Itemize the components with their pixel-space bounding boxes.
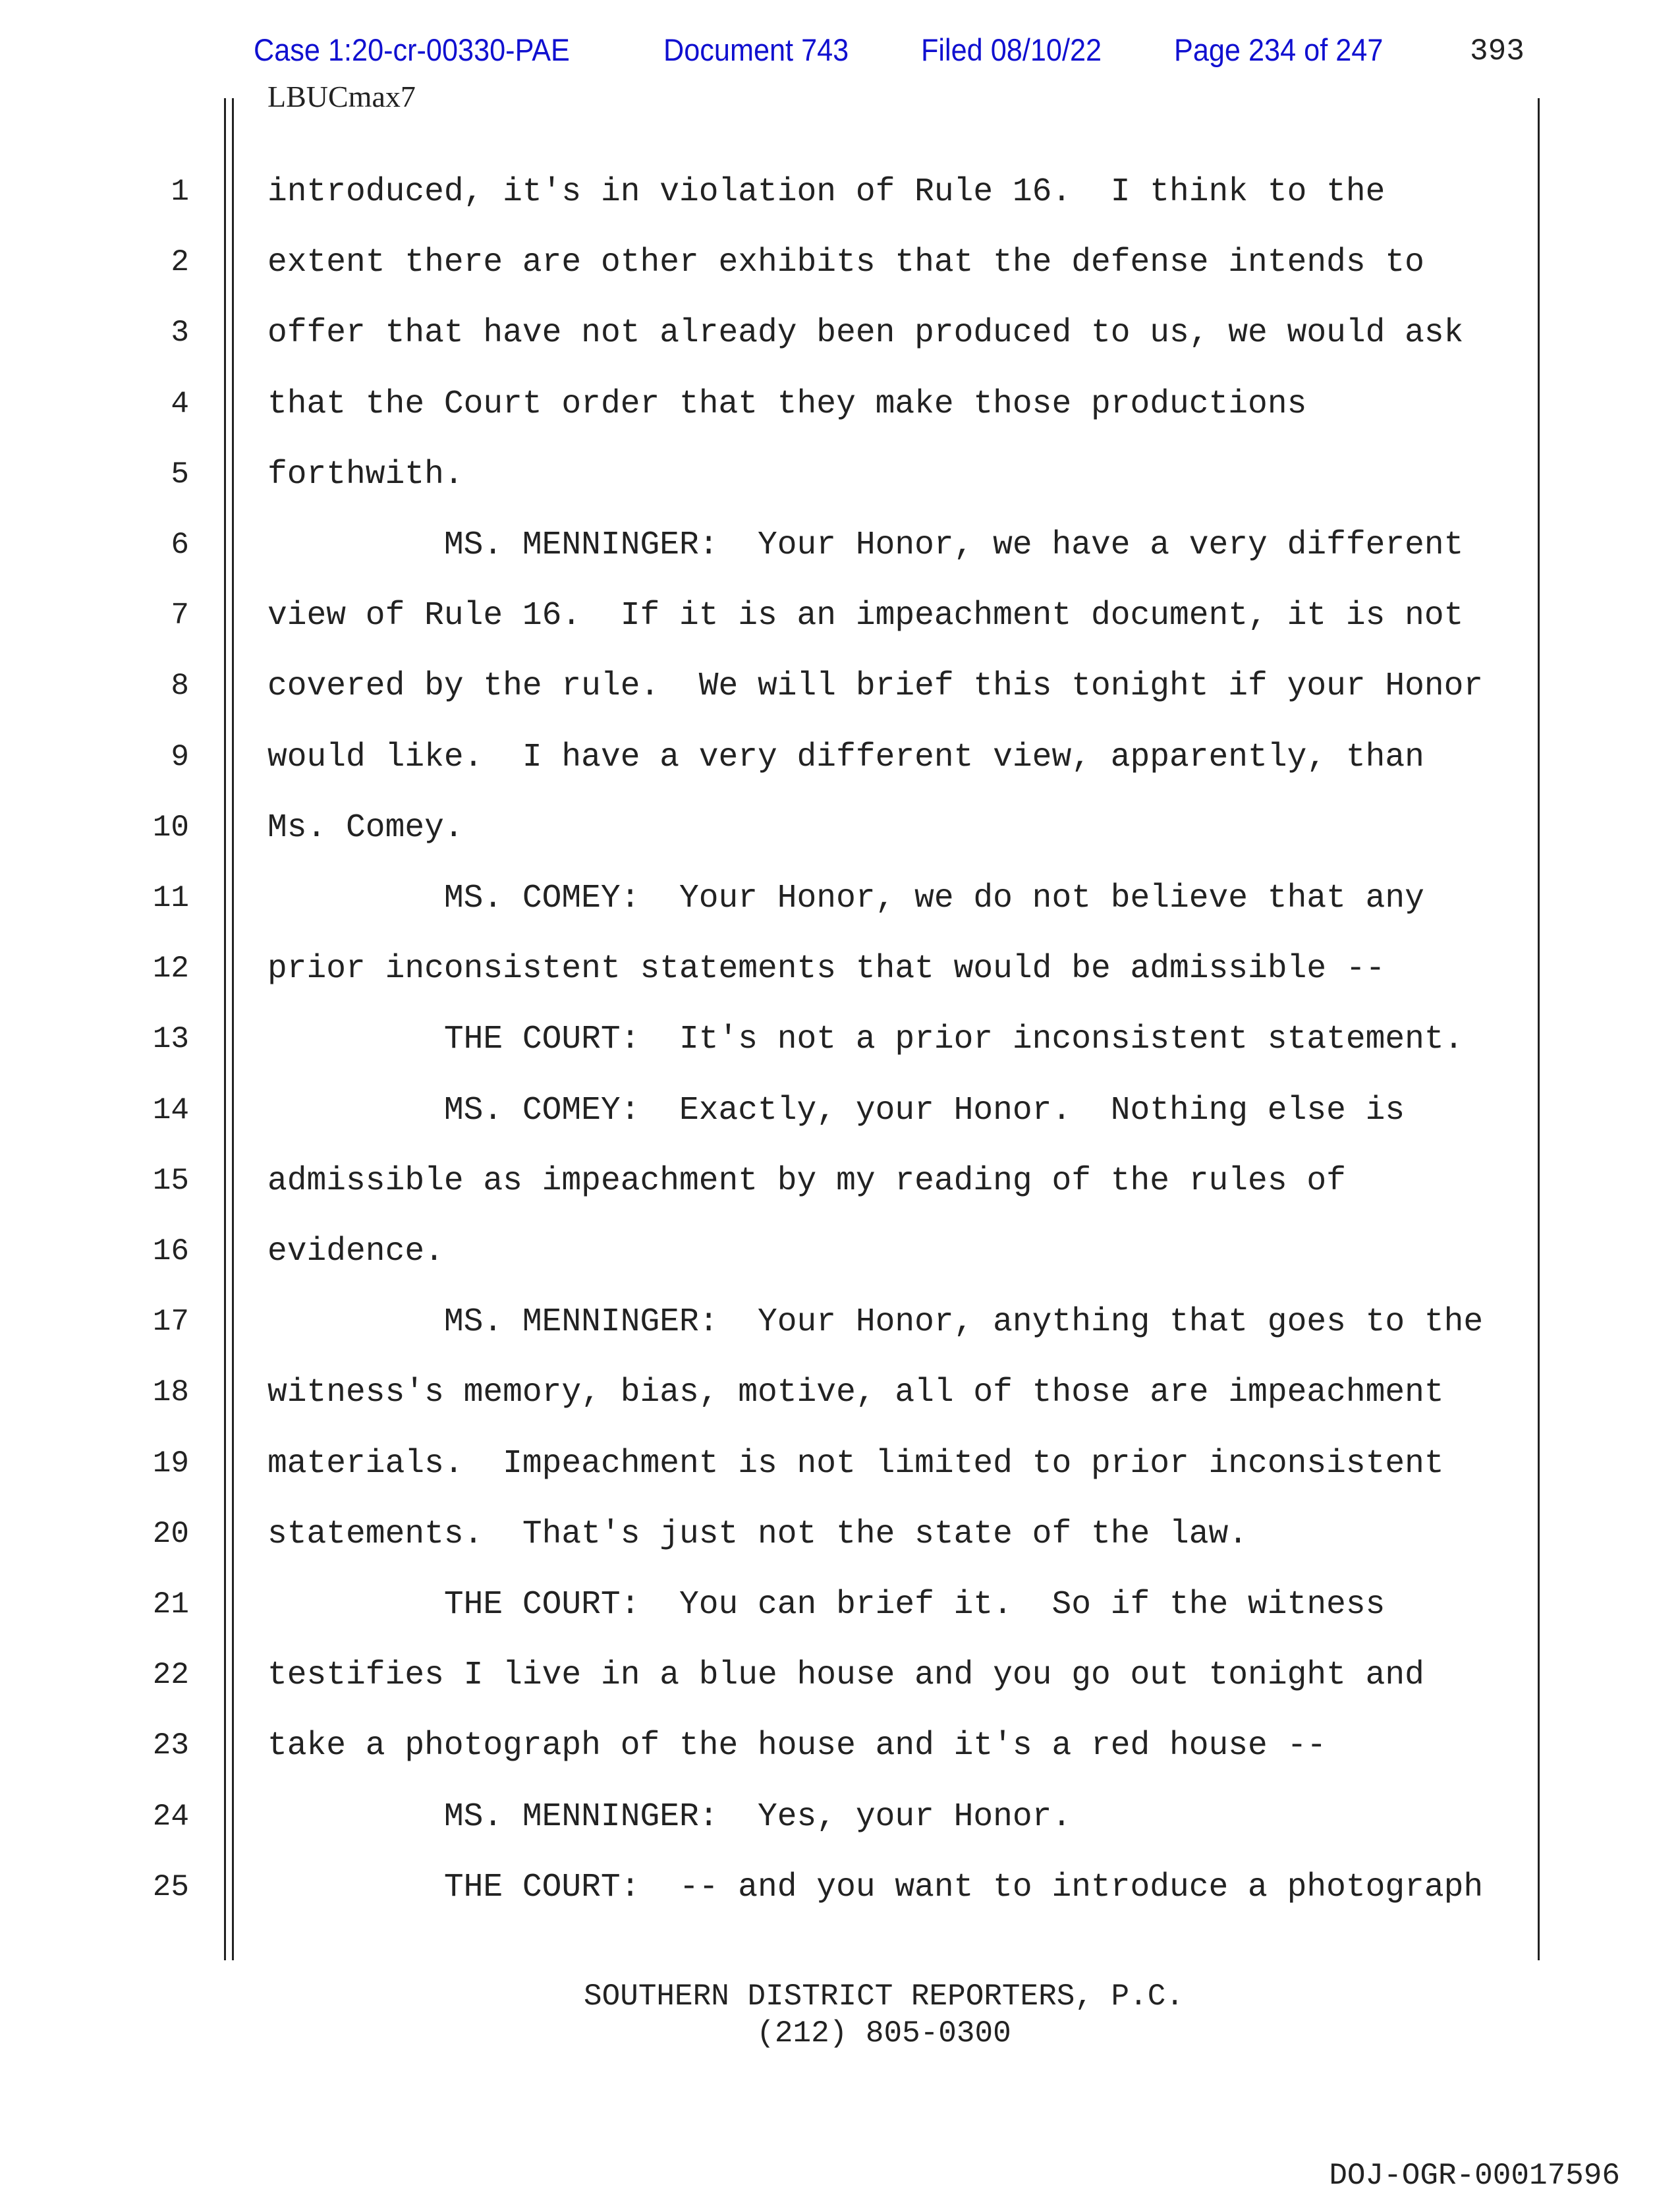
line-number: 25 (152, 1869, 189, 1904)
line-text: MS. COMEY: Your Honor, we do not believe that any (443, 880, 1424, 917)
line-text: MS. COMEY: Exactly, your Honor. Nothing else is (443, 1091, 1405, 1129)
line-number: 4 (171, 386, 189, 421)
line-text: statements. That's just not the state of the law. (267, 1515, 1248, 1552)
line-number: 8 (171, 669, 189, 704)
transcript-line (0, 157, 1680, 227)
transcript-line (0, 1640, 1680, 1711)
transcript-line (0, 793, 1680, 863)
bates-number: DOJ-OGR-00017596 (1329, 2159, 1620, 2193)
line-number: 15 (152, 1163, 189, 1198)
filed-date: Filed 08/10/22 (921, 32, 1102, 67)
line-text: covered by the rule. We will brief this tonight if your Honor (267, 667, 1484, 705)
line-number: 18 (152, 1375, 189, 1410)
line-number: 16 (152, 1234, 189, 1268)
transcript-line (0, 298, 1680, 368)
line-number: 10 (152, 810, 189, 845)
line-number: 9 (171, 739, 189, 774)
reporter-phone: (212) 805-0300 (756, 2016, 1011, 2051)
line-text: take a photograph of the house and it's a red house -- (267, 1727, 1327, 1765)
line-text: MS. MENNINGER: Yes, your Honor. (443, 1798, 1072, 1835)
transcript-line (0, 1429, 1680, 1499)
line-text: testifies I live in a blue house and you go out tonight and (267, 1657, 1424, 1694)
transcript-line (0, 440, 1680, 510)
line-number: 20 (152, 1516, 189, 1551)
transcript-line (0, 1216, 1680, 1287)
transcript-line (0, 1711, 1680, 1781)
line-number: 14 (152, 1092, 189, 1127)
line-number: 24 (152, 1799, 189, 1834)
line-number: 5 (171, 457, 189, 492)
line-text: prior inconsistent statements that would be admissible -- (267, 950, 1386, 988)
line-number: 21 (152, 1587, 189, 1622)
line-text: THE COURT: It's not a prior inconsistent statement. (443, 1021, 1464, 1058)
transcript-line (0, 722, 1680, 793)
transcript-line (0, 1287, 1680, 1357)
line-text: MS. MENNINGER: Your Honor, anything that goes to the (443, 1303, 1484, 1341)
line-number: 17 (152, 1305, 189, 1340)
line-number: 13 (152, 1022, 189, 1057)
line-number: 3 (171, 316, 189, 351)
line-text: materials. Impeachment is not limited to prior inconsistent (267, 1444, 1444, 1482)
line-text: forthwith. (267, 455, 464, 493)
line-number: 1 (171, 175, 189, 209)
transcript-line (0, 1075, 1680, 1146)
transcript-line (0, 1570, 1680, 1640)
line-text: witness's memory, bias, motive, all of those are impeachment (267, 1374, 1444, 1411)
line-number: 6 (171, 528, 189, 562)
line-text: introduced, it's in violation of Rule 16. I think to the (267, 173, 1386, 210)
transcript-line (0, 510, 1680, 581)
transcript-line (0, 1146, 1680, 1216)
case-number: Case 1:20-cr-00330-PAE (254, 32, 570, 67)
line-text: THE COURT: -- and you want to introduce a photograph (443, 1868, 1484, 1906)
transcript-line (0, 934, 1680, 1004)
line-text: extent there are other exhibits that the defense intends to (267, 244, 1424, 281)
transcript-code: LBUCmax7 (267, 80, 416, 113)
line-text: view of Rule 16. If it is an impeachment document, it is not (267, 597, 1464, 635)
line-text: admissible as impeachment by my reading of the rules of (267, 1162, 1346, 1199)
transcript-line (0, 1499, 1680, 1570)
line-text: would like. I have a very different view, apparently, than (267, 738, 1424, 776)
line-number: 2 (171, 245, 189, 280)
transcript-line (0, 1782, 1680, 1852)
line-number: 23 (152, 1728, 189, 1763)
document-number: Document 743 (663, 32, 849, 67)
transcript-line (0, 863, 1680, 934)
transcript-line (0, 651, 1680, 722)
line-number: 22 (152, 1658, 189, 1693)
transcript-line (0, 1357, 1680, 1428)
transcript-line (0, 581, 1680, 651)
transcript-line (0, 1852, 1680, 1923)
line-text: Ms. Comey. (267, 808, 464, 846)
line-text: THE COURT: You can brief it. So if the witness (443, 1586, 1386, 1623)
line-text: that the Court order that they make those productions (267, 385, 1307, 422)
transcript-page-number: 393 (1470, 34, 1525, 69)
reporter-name: SOUTHERN DISTRICT REPORTERS, P.C. (584, 1979, 1184, 2014)
line-text: evidence. (267, 1233, 444, 1270)
line-text: offer that have not already been produced to us, we would ask (267, 314, 1464, 352)
transcript-line (0, 369, 1680, 440)
line-text: MS. MENNINGER: Your Honor, we have a very different (443, 526, 1464, 563)
transcript-line (0, 227, 1680, 298)
line-number: 19 (152, 1446, 189, 1481)
line-number: 7 (171, 598, 189, 633)
transcript-line (0, 1004, 1680, 1075)
line-number: 11 (152, 881, 189, 915)
line-number: 12 (152, 951, 189, 986)
page-indicator: Page 234 of 247 (1174, 32, 1384, 67)
